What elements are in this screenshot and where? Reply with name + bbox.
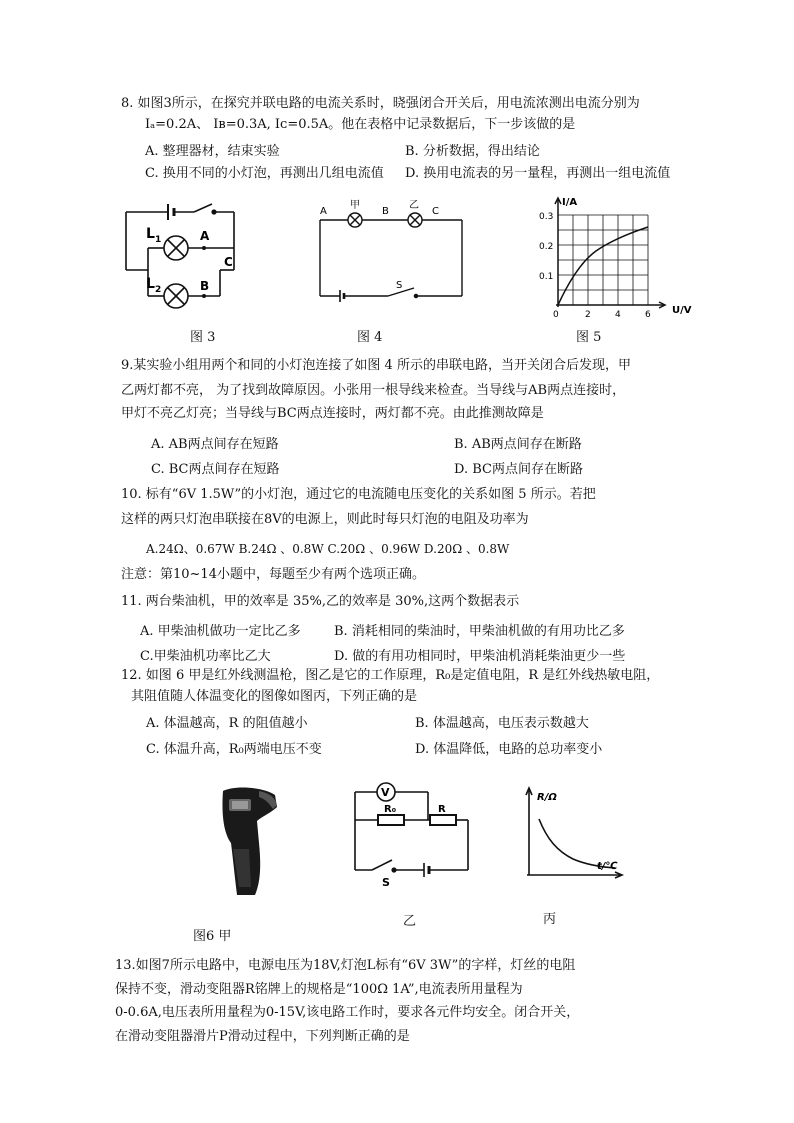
fig3-l2-label: L (146, 276, 155, 292)
fig3-l2-sub: 2 (155, 285, 162, 295)
q11-stem: 11. 两台柴油机，甲的效率是 35%,乙的效率是 30%,这两个数据表示 (121, 594, 520, 609)
fig6-switch-s: S (382, 876, 390, 889)
q10-stem-line1: 10. 标有“6V 1.5W”的小灯泡，通过它的电流随电压变化的关系如图 5 所示。若把 (121, 487, 596, 502)
figure-6-circuit (350, 778, 475, 888)
fig6-graph-x-label: t/℃ (597, 861, 618, 872)
q9-option-a: A. AB两点间存在短路 (151, 437, 279, 452)
q11-option-c: C.甲柴油机功率比乙大 (140, 649, 271, 664)
fig5-x-label: U/V (672, 305, 692, 316)
q9-stem-line3: 甲灯不亮乙灯亮；当导线与BC两点连接时，两灯都不亮。由此推测故障是 (121, 406, 544, 421)
fig4-point-a: A (320, 206, 327, 217)
q13-stem-line1: 13.如图7所示电路中，电源电压为18V,灯泡L标有“6V 3W”的字样，灯丝的电阻 (115, 958, 576, 973)
fig4-switch-s: S (396, 280, 403, 291)
fig3-point-a: A (200, 229, 210, 243)
figure-6-graph (517, 785, 632, 885)
figure-6-thermometer-gun (215, 783, 285, 903)
q11-option-d: D. 做的有用功相同时，甲柴油机消耗柴油更少一些 (334, 649, 626, 664)
q8-option-a: A. 整理器材，结束实验 (145, 144, 280, 159)
fig5-caption: 图 5 (576, 330, 602, 345)
fig3-caption: 图 3 (190, 330, 216, 345)
fig6-yi-caption: 乙 (403, 914, 417, 929)
fig3-point-b: B (200, 279, 210, 293)
fig5-ytick-0-1: 0.1 (539, 272, 554, 282)
fig6-r0-label: R₀ (384, 804, 397, 815)
q13-stem-line2: 保持不变，滑动变阻器R铭牌上的规格是“100Ω 1A”,电流表所用量程为 (115, 982, 523, 997)
q12-option-d: D. 体温降低，电路的总功率变小 (415, 742, 603, 757)
fig4-lamp-yi: 乙 (409, 200, 419, 211)
q13-stem-line4: 在滑动变阻器滑片P滑动过程中，下列判断正确的是 (115, 1029, 410, 1044)
fig3-l1-sub: 1 (155, 235, 162, 245)
fig5-ytick-0-3: 0.3 (539, 212, 554, 222)
q8-stem-line2: Iₐ=0.2A、 Iʙ=0.3A, Iᴄ=0.5A。他在表格中记录数据后，下一步该做的是 (145, 117, 576, 132)
figure-4-circuit (318, 200, 466, 305)
q12-option-b: B. 体温越高，电压表示数越大 (415, 716, 589, 731)
figure-3-circuit (118, 200, 258, 310)
multi-answer-note: 注意：第10~14小题中，每题至少有两个选项正确。 (121, 567, 425, 582)
q8-option-b: B. 分析数据，得出结论 (405, 144, 540, 159)
fig4-caption: 图 4 (357, 330, 383, 345)
fig6-bing-caption: 丙 (543, 912, 557, 927)
q10-options: A.24Ω、0.67W B.24Ω 、0.8W C.20Ω 、0.96W D.20Ω 、0.8W (146, 542, 510, 556)
q12-stem-line1: 12. 如图 6 甲是红外线测温枪，图乙是它的工作原理，R₀是定值电阻，R 是红外线热敏电阻， (121, 668, 660, 683)
q12-option-c: C. 体温升高，R₀两端电压不变 (146, 742, 322, 757)
fig4-point-b: B (382, 206, 389, 217)
fig4-lamp-jia: 甲 (350, 200, 360, 211)
figure-5-graph (538, 195, 698, 320)
q9-stem-line1: 9.某实验小组用两个和同的小灯泡连接了如图 4 所示的串联电路，当开关闭合后发现，甲 (121, 358, 631, 373)
fig4-point-c: C (432, 206, 439, 217)
q9-option-b: B. AB两点间存在断路 (454, 437, 582, 452)
q10-stem-line2: 这样的两只灯泡串联接在8V的电源上，则此时每只灯泡的电阻及功率为 (121, 512, 529, 527)
fig3-l1-label: L (146, 226, 155, 242)
q11-option-b: B. 消耗相同的柴油时，甲柴油机做的有用功比乙多 (334, 624, 625, 639)
q8-option-c: C. 换用不同的小灯泡，再测出几组电流值 (145, 166, 384, 181)
fig3-point-c: C (224, 255, 233, 269)
fig6-caption: 图6 甲 (193, 929, 232, 944)
fig5-xtick-2: 2 (585, 310, 591, 320)
fig6-graph-y-label: R/Ω (537, 792, 557, 803)
q12-stem-line2: 其阻值随人体温变化的图像如图丙，下列正确的是 (131, 689, 418, 704)
q9-option-d: D. BC两点间存在断路 (454, 462, 583, 477)
fig6-voltmeter-v: V (381, 786, 390, 799)
q12-option-a: A. 体温越高，R 的阻值越小 (146, 716, 308, 731)
fig5-xtick-0: 0 (553, 310, 559, 320)
fig5-xtick-4: 4 (615, 310, 621, 320)
q9-stem-line2: 乙两灯都不亮， 为了找到故障原因。小张用一根导线来检查。当导线与AB两点连接时， (121, 383, 626, 398)
fig5-y-label: I/A (562, 197, 578, 208)
q13-stem-line3: 0-0.6A,电压表所用量程为0-15V,该电路工作时，要求各元件均安全。闭合开关， (115, 1005, 580, 1020)
q9-option-c: C. BC两点间存在短路 (151, 462, 280, 477)
fig5-xtick-6: 6 (645, 310, 651, 320)
fig5-ytick-0-2: 0.2 (539, 242, 554, 252)
fig6-r-label: R (438, 804, 446, 815)
q8-option-d: D. 换用电流表的另一量程，再测出一组电流值 (405, 166, 671, 181)
q11-option-a: A. 甲柴油机做功一定比乙多 (140, 624, 301, 639)
q8-stem-line1: 8. 如图3所示，在探究并联电路的电流关系时，晓强闭合开关后，用电流浓测出电流分别为 (121, 96, 640, 111)
